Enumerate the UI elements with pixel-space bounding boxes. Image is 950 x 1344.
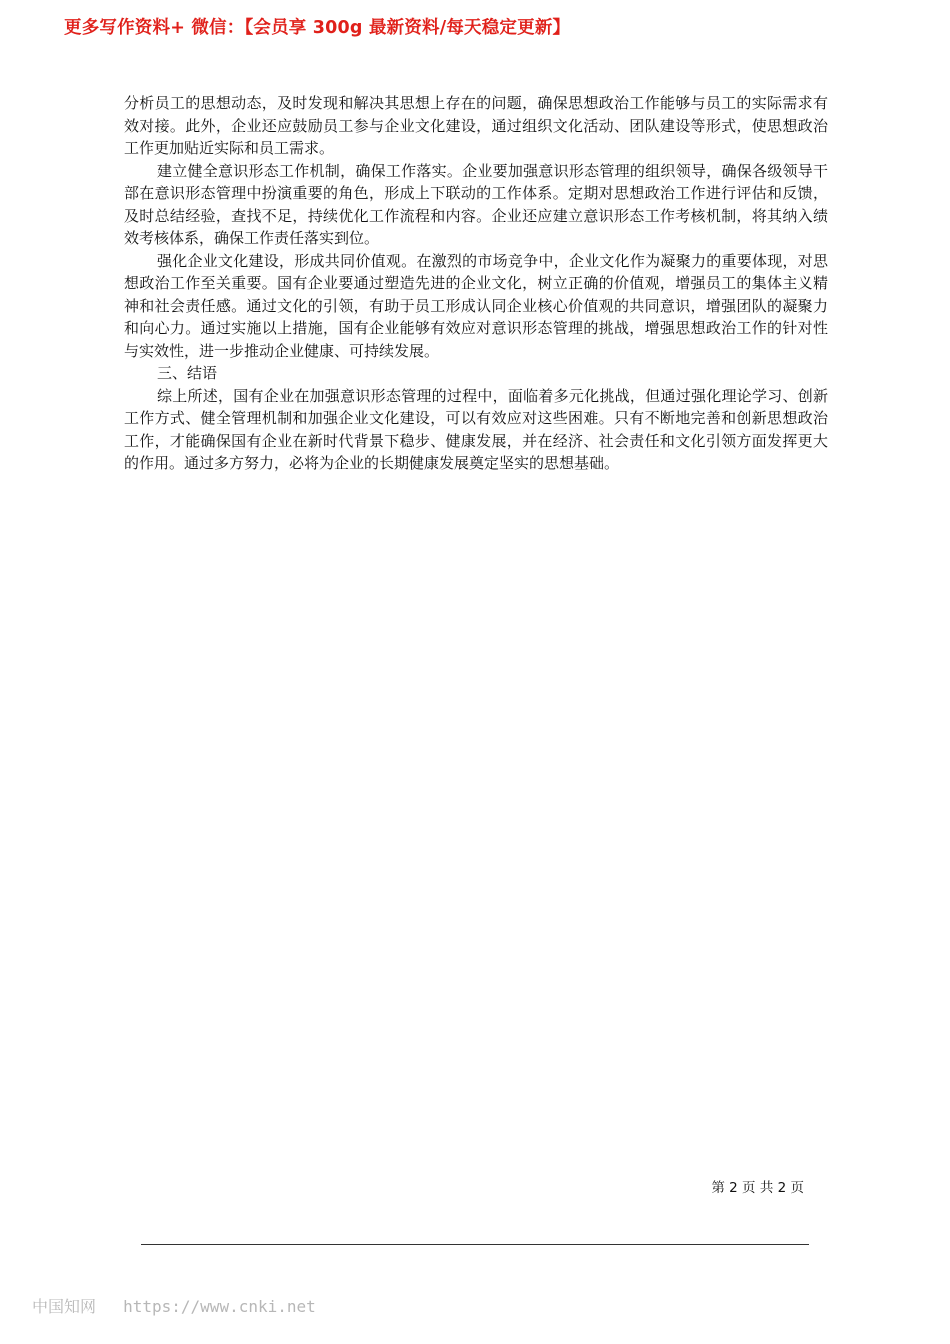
paragraph-culture: 强化企业文化建设，形成共同价值观。在激烈的市场竞争中，企业文化作为凝聚力的重要体现，对思想政治工作至关重要。国有企业要通过塑造先进的企业文化，树立正确的价值观，增强员工的集体主义精神和社会责任感。通过文化的引领，有助于员工形成认同企业核心价值观的共同意识，增强团队的凝聚力和向心力。通过实施以上措施，国有企业能够有效应对意识形态管理的挑战，增强思想政治工作的针对性与实效性，进一步推动企业健康、可持续发展。 xyxy=(124,251,828,360)
document-body xyxy=(124,92,828,475)
paragraph-mechanism: 建立健全意识形态工作机制，确保工作落实。企业要加强意识形态管理的组织领导，确保各级领导干部在意识形态管理中扮演重要的角色，形成上下联动的工作体系。定期对思想政治工作进行评估和反馈，及时总结经验，查找不足，持续优化工作流程和内容。企业还应建立意识形态工作考核机制，将其纳入绩效考核体系，确保工作责任落实到位。 xyxy=(124,161,828,247)
watermark-site-name: 中国知网 xyxy=(32,1297,97,1316)
paragraph-continuation: 分析员工的思想动态，及时发现和解决其思想上存在的问题，确保思想政治工作能够与员工的实际需求有效对接。此外，企业还应鼓励员工参与企业文化建设，通过组织文化活动、团队建设等形式，使思想政治工作更加贴近实际和员工需求。 xyxy=(124,94,828,157)
watermark-url: https://www.cnki.net xyxy=(123,1297,316,1316)
page-number: 第 2 页 共 2 页 xyxy=(711,1180,804,1196)
watermark xyxy=(32,1294,316,1317)
footer-divider xyxy=(141,1244,809,1245)
section-heading-conclusion: 三、结语 xyxy=(157,364,218,382)
paragraph-conclusion: 综上所述，国有企业在加强意识形态管理的过程中，面临着多元化挑战，但通过强化理论学习、创新工作方式、健全管理机制和加强企业文化建设，可以有效应对这些困难。只有不断地完善和创新思想政治工作，才能确保国有企业在新时代背景下稳步、健康发展，并在经济、社会责任和文化引领方面发挥更大的作用。通过多方努力，必将为企业的长期健康发展奠定坚实的思想基础。 xyxy=(124,386,828,472)
promo-banner: 更多写作资料+ 微信：【会员享 300g 最新资料/每天稳定更新】 xyxy=(64,18,571,38)
